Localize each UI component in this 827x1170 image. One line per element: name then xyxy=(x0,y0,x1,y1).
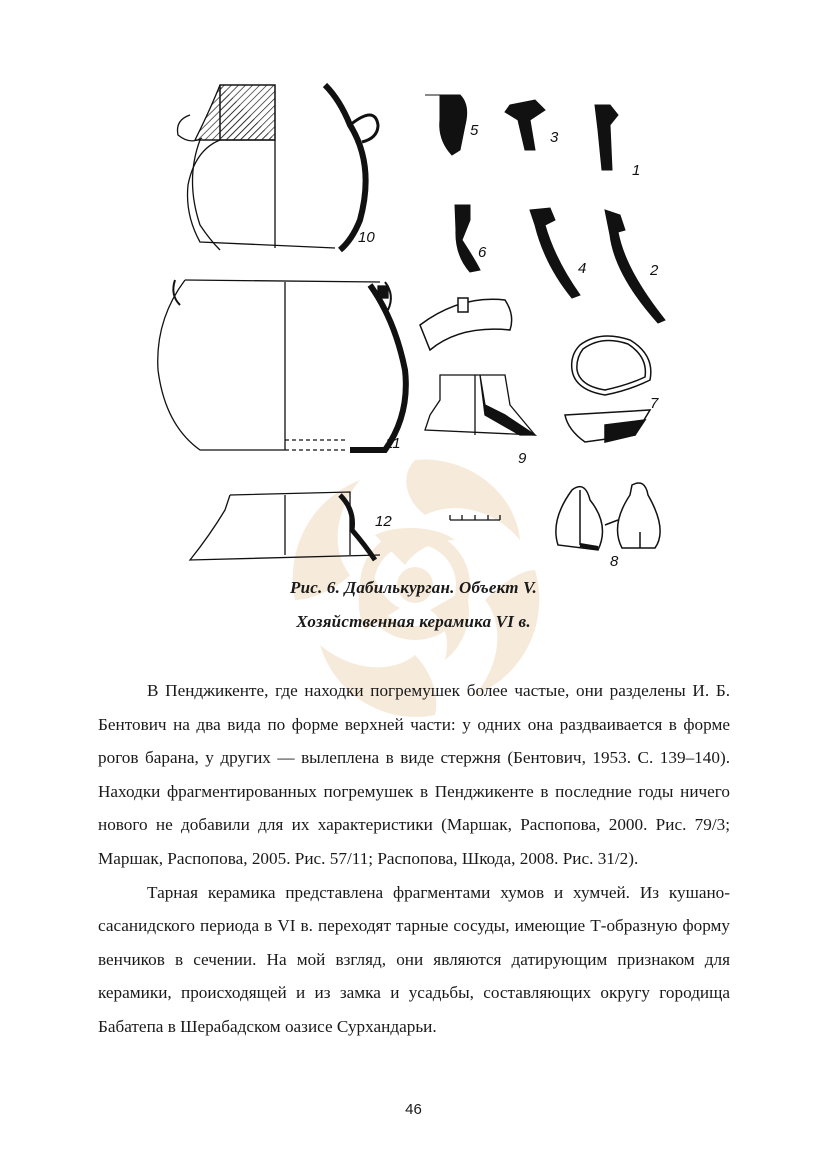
figure-caption-line-1: Рис. 6. Дабилькурган. Объект V. xyxy=(290,578,537,597)
paragraph: Тарная керамика представлена фрагментами хумов и хумчей. Из кушано-сасанидского периода в VI в. переходят тарные сосуды, имеющие Т-образную форму венчиков в сечении. На мой взгляд, они являются датирующим признаком для керамики, происходящей и из замка и усадьбы, составляющих округу городища Бабатепа в Шерабадском оазисе Сурхандарьи. xyxy=(98,882,730,1036)
figure-caption-line-2: Хозяйственная керамика VI в. xyxy=(296,612,531,631)
vessel-7-drawing xyxy=(565,336,651,442)
figure-label: 9 xyxy=(518,450,527,467)
handle-drawing xyxy=(420,298,512,350)
body-text xyxy=(98,674,730,1044)
vessel-11-drawing xyxy=(158,280,406,450)
figure-label: 4 xyxy=(578,260,587,277)
vessel-9-drawing xyxy=(425,375,535,435)
figure-label: 2 xyxy=(650,262,659,279)
scale-bar xyxy=(450,515,500,520)
rim-profiles xyxy=(425,95,665,323)
figure-label: 7 xyxy=(650,395,659,412)
figure-label: 3 xyxy=(550,129,559,146)
vessel-12-drawing xyxy=(190,492,380,560)
rattles-8-drawing xyxy=(556,483,660,550)
vessel-10-drawing xyxy=(178,85,379,250)
page-number: 46 xyxy=(405,1101,422,1118)
figure-label: 12 xyxy=(375,513,392,530)
figure-label: 8 xyxy=(610,553,619,570)
figure-label: 11 xyxy=(385,435,401,452)
paragraph: В Пенджикенте, где находки погремушек более частые, они разделены И. Б. Бентович на два вида по форме верхней части: у одних она раздваивается в форме рогов барана, у других — вылеплена в виде стержня (Бентович, 1953. С. 139–140). Находки фрагментированных погремушек в Пенджикенте в последние годы ничего нового не добавили для их характеристики (Маршак, Распопова, 2000. Рис. 79/3; Маршак, Распопова, 2005. Рис. 57/11; Распопова, Шкода, 2008. Рис. 31/2). xyxy=(98,681,730,868)
pottery-figure xyxy=(140,70,700,575)
figure-label: 10 xyxy=(358,229,375,246)
figure-label: 1 xyxy=(632,162,641,179)
figure-label: 5 xyxy=(470,122,479,139)
figure-label: 6 xyxy=(478,244,487,261)
